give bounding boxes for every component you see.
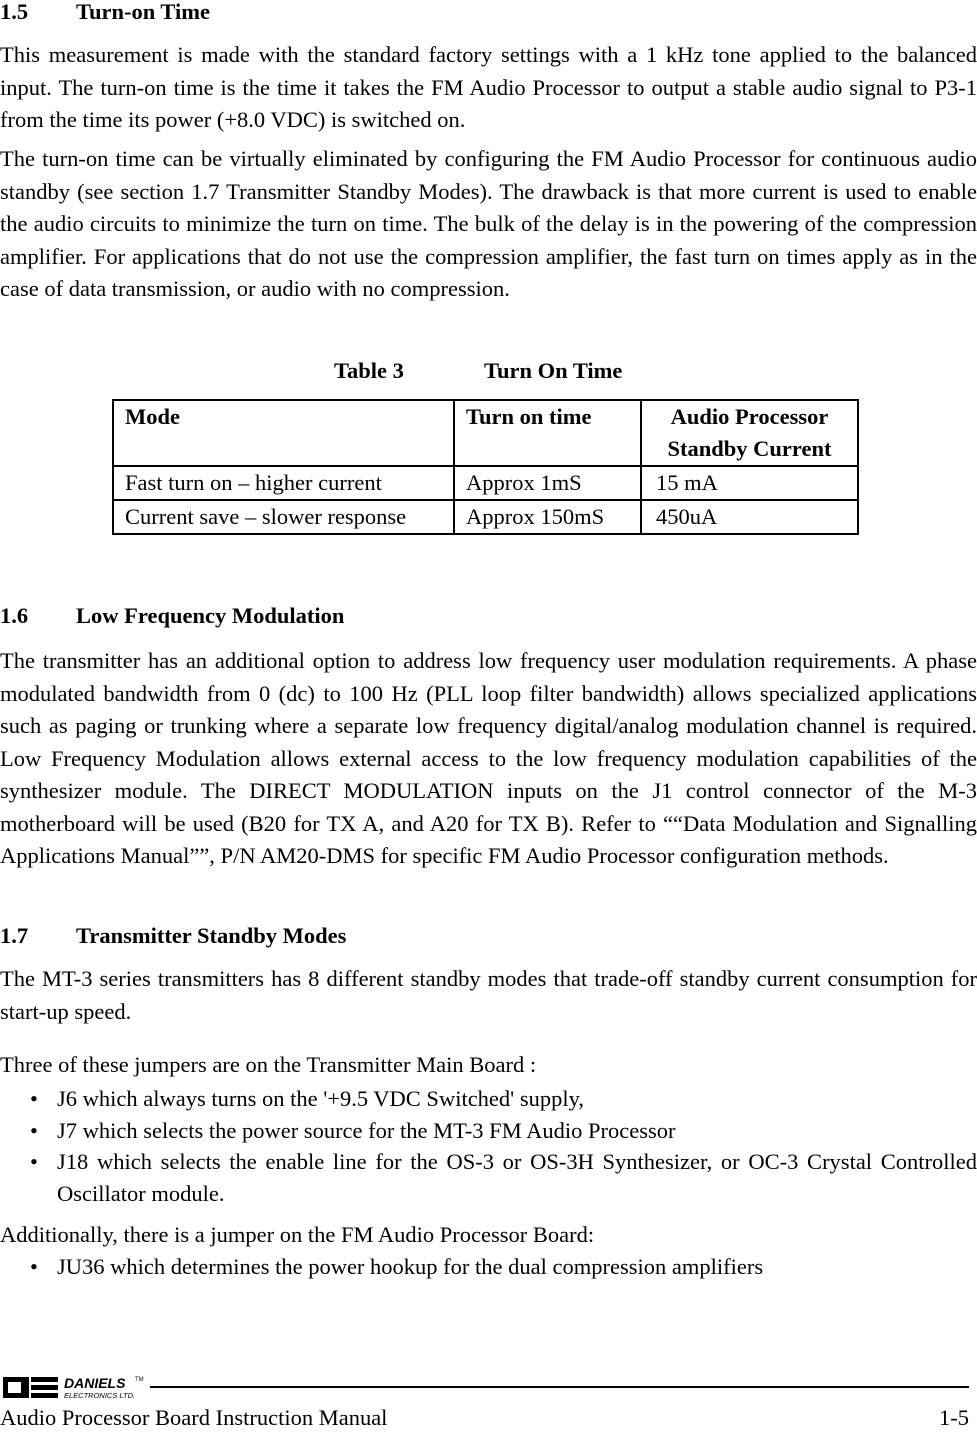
list-item: • JU36 which determines the power hookup for the dual compression amplifiers [0,1251,977,1283]
list-item: • J7 which selects the power source for the MT-3 FM Audio Processor [0,1115,977,1147]
header-standby-current: Audio Processor Standby Current [641,400,858,466]
cell-standby-current: 15 mA [641,466,858,500]
section-heading-1-7 [0,924,346,948]
header-turn-on-time: Turn on time [454,400,641,466]
paragraph-main-board-jumpers: Three of these jumpers are on the Transmitter Main Board : [0,1052,537,1077]
table-row [113,500,858,534]
cell-turn-on-time: Approx 150mS [454,500,641,534]
logo-trademark: TM [135,1377,144,1383]
section-title: Transmitter Standby Modes [76,923,347,948]
table-row [113,466,858,500]
list-item: • J6 which always turns on the '+9.5 VDC Switched' supply, [0,1083,977,1115]
logo-name: DANIELS [64,1375,126,1391]
footer-divider [150,1386,969,1388]
list-item: • J18 which selects the enable line for the OS-3 or OS-3H Synthesizer, or OC-3 Crystal Controlled Oscillator module. [0,1146,977,1209]
table-number: Table 3 [334,358,404,383]
cell-turn-on-time: Approx 1mS [454,466,641,500]
paragraph-audio-board-jumper: Additionally, there is a jumper on the FM Audio Processor Board: [0,1222,595,1247]
cell-mode: Current save – slower response [113,500,454,534]
audio-board-jumper-list [0,1251,977,1283]
paragraph-turn-on-elimination: The turn-on time can be virtually eliminated by configuring the FM Audio Processor for continuous audio standby (see section 1.7 Transmitter Standby Modes). The drawback is that more current is used to enable the audio circuits to minimize the turn on time. The bulk of the delay is in the powering of the compression amplifier. For applications that do not use the compression amplifier, the fast turn on times apply as in the case of data transmission, or audio with no compression. [0,146,977,301]
header-mode: Mode [113,400,454,466]
table-header-row [113,400,858,466]
section-title: Low Frequency Modulation [76,603,345,628]
logo-subtitle: ELECTRONICS LTD. [64,1391,136,1400]
cell-mode: Fast turn on – higher current [113,466,454,500]
section-heading-1-5 [0,0,210,24]
paragraph-low-frequency-modulation: The transmitter has an additional option to address low frequency user modulation requirements. A phase modulated bandwidth from 0 (dc) to 100 Hz (PLL loop filter bandwidth) allows specialized applications such as paging or trunking where a separate low frequency digital/analog modulation channel is required. Low Frequency Modulation allows external access to the low frequency modulation capabilities of the synthesizer module. The DIRECT MODULATION inputs on the J1 control connector of the M-3 motherboard will be used (B20 for TX A, and A20 for TX B). Refer to ““Data Modulation and Signalling Applications Manual””, P/N AM20-DMS for specific FM Audio Processor configuration methods. [0,648,977,868]
turn-on-time-table [112,399,859,535]
main-board-jumper-list [0,1083,977,1209]
daniels-electronics-logo [2,1374,152,1400]
footer-manual-title: Audio Processor Board Instruction Manual [0,1405,388,1430]
cell-standby-current: 450uA [641,500,858,534]
footer-page-number: 1-5 [939,1405,969,1430]
section-number: 1.5 [0,0,29,24]
paragraph-standby-modes-intro: The MT-3 series transmitters has 8 different standby modes that trade-off standby current consumption for start-up speed. [0,966,977,1024]
section-number: 1.7 [0,923,29,948]
section-number: 1.6 [0,603,29,628]
paragraph-turn-on-measurement: This measurement is made with the standard factory settings with a 1 kHz tone applied to the balanced input. The turn-on time is the time it takes the FM Audio Processor to output a stable audio signal to P3-1 from the time its power (+8.0 VDC) is switched on. [0,42,977,132]
section-heading-1-6 [0,604,344,628]
section-title: Turn-on Time [76,0,211,24]
table-title: Turn On Time [484,358,623,383]
